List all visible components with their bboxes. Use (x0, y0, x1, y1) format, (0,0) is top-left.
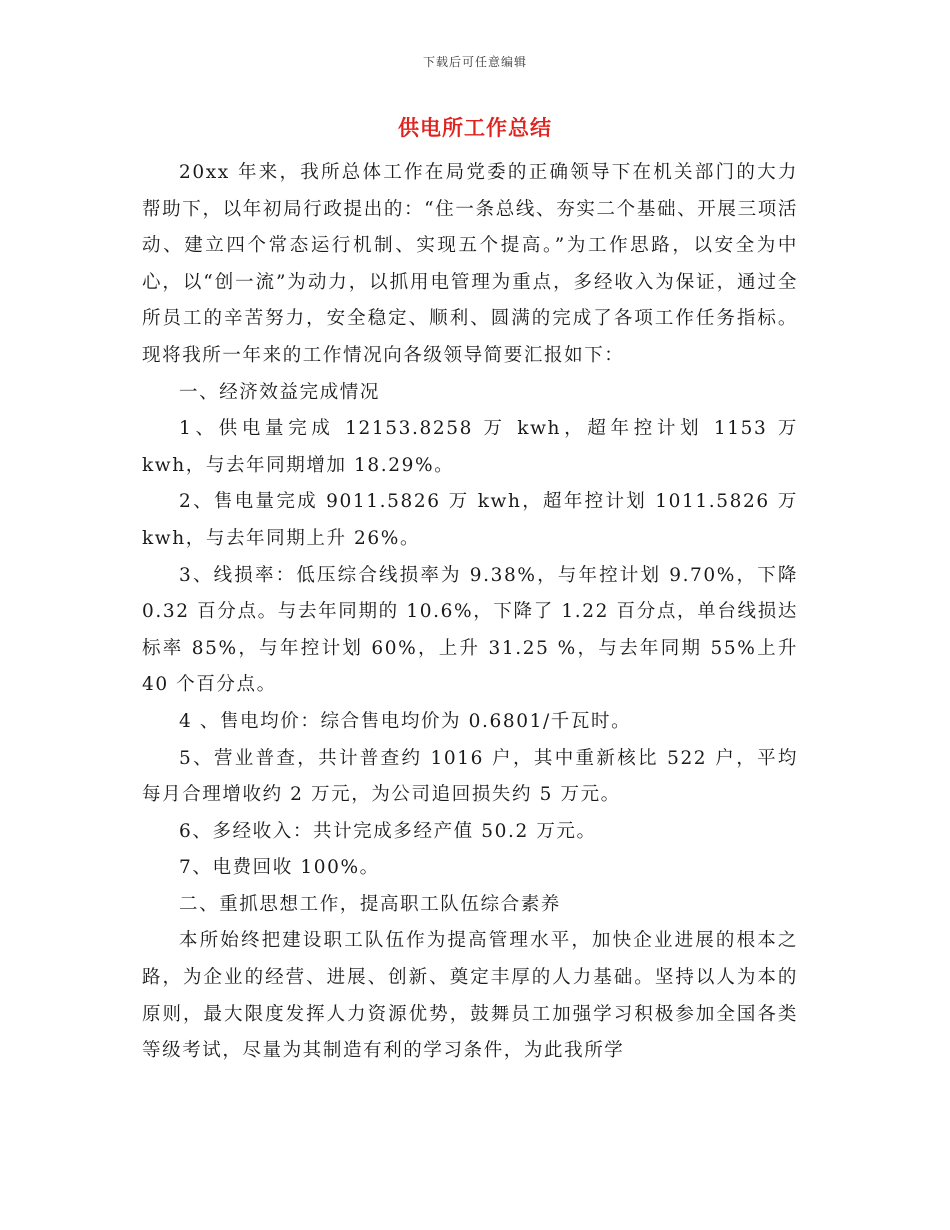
header-note: 下载后可任意编辑 (422, 55, 527, 69)
item-line-loss: 3、线损率：低压综合线损率为 9.38%，与年控计划 9.70%，下降 0.32 百分点。与去年同期的 10.6%，下降了 1.22 百分点，单台线损达标率 85%，与年控计划 60%，上升 31.25 %，与去年同期 55%上升 40 个百分点。 (142, 564, 798, 696)
item-diversified-income: 6、多经收入：共计完成多经产值 50.2 万元。 (179, 820, 597, 842)
item-fee-recovery: 7、电费回收 100%。 (179, 857, 380, 879)
document-body (142, 155, 798, 1070)
item-power-sales: 2、售电量完成 9011.5826 万 kwh，超年控计划 1011.5826 万 kwh，与去年同期上升 26%。 (142, 491, 798, 549)
section-heading-staff: 二、重抓思想工作，提高职工队伍综合素养 (179, 893, 561, 915)
item-average-price: 4 、售电均价：综合售电均价为 0.6801/千瓦时。 (179, 710, 632, 732)
document-title: 供电所工作总结 (398, 116, 552, 140)
section-heading-economic: 一、经济效益完成情况 (179, 381, 381, 403)
intro-paragraph: 20xx 年来，我所总体工作在局党委的正确领导下在机关部门的大力帮助下，以年初局行政提出的：“住一条总线、夯实二个基础、开展三项活动、建立四个常态运行机制、实现五个提高。”为工作思路，以安全为中心，以“创一流”为动力，以抓用电管理为重点，多经收入为保证，通过全所员工的辛苦努力，安全稳定、顺利、圆满的完成了各项工作任务指标。现将我所一年来的工作情况向各级领导简要汇报如下： (142, 162, 798, 366)
item-business-census: 5、营业普查，共计普查约 1016 户，其中重新核比 522 户，平均每月合理增收约 2 万元，为公司追回损失约 5 万元。 (142, 747, 798, 806)
item-power-supply: 1、供电量完成 12153.8258 万 kwh，超年控计划 1153 万 kwh，与去年同期增加 18.29%。 (142, 418, 798, 476)
staff-paragraph: 本所始终把建设职工队伍作为提高管理水平，加快企业进展的根本之路，为企业的经营、进展、创新、奠定丰厚的人力基础。坚持以人为本的原则，最大限度发挥人力资源优势，鼓舞员工加强学习积极参加全国各类等级考试，尽量为其制造有利的学习条件，为此我所学 (142, 930, 798, 1062)
